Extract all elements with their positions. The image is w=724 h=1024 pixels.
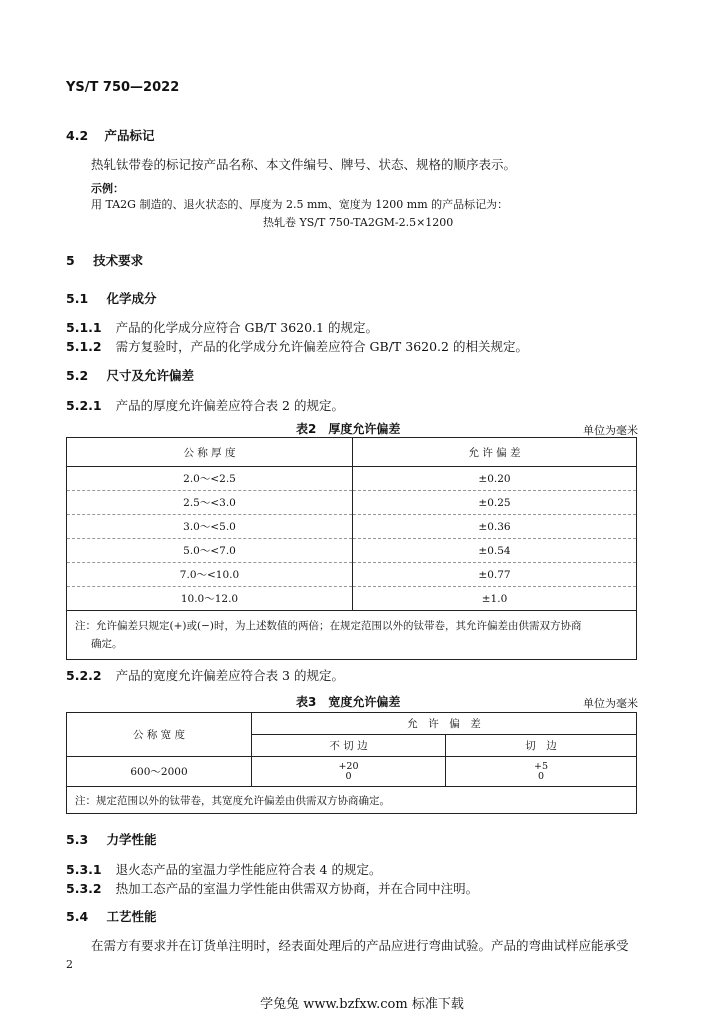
note-line: 注：允许偏差只规定(+)或(−)时，为上述数值的两倍；在规定范围以外的钛带卷，其允许偏差由供需双方协商 [75,620,582,632]
tolerance-lower: 0 [537,770,545,782]
table-note-row [67,787,637,814]
table-note-row [67,611,637,660]
section-title: 化学成分 [106,291,157,306]
table3-note: 注：规定范围以外的钛带卷，其宽度允许偏差由供需双方协商确定。 [67,787,637,814]
table2-unit: 单位为毫米 [583,424,638,437]
table-row [67,757,637,787]
clause-text: 退火态产品的室温力学性能应符合表 4 的规定。 [115,862,382,877]
table-row [67,587,637,611]
section-number: 5.2 [66,368,89,383]
header-cell: 切 边 [446,735,637,757]
note-line: 确定。 [91,638,123,650]
cell [446,757,637,787]
section-title: 技术要求 [93,253,144,268]
clause-text: 产品的化学成分应符合 GB/T 3620.1 的规定。 [115,320,378,335]
clause-5-2-1 [66,396,344,414]
table-row [67,563,637,587]
clause-number: 5.3.2 [66,881,102,896]
cell: 3.0～<5.0 [67,515,353,539]
clause-5-1-1 [66,318,378,336]
table3-unit: 单位为毫米 [583,697,638,710]
table2 [66,437,637,660]
tolerance-upper: +20 [338,760,359,772]
clause-text: 产品的厚度允许偏差应符合表 2 的规定。 [115,398,344,413]
section-4-2-heading [66,126,155,144]
clause-5-1-2 [66,337,528,355]
doc-number: YS/T 750—2022 [66,80,180,95]
section-number: 5.4 [66,909,89,924]
cell: 2.0～<2.5 [67,467,353,491]
cell: 600～2000 [67,757,252,787]
section-number: 5.1 [66,291,89,306]
section-title: 产品标记 [104,128,155,143]
section-5-1-heading [66,289,157,307]
cell: 7.0～<10.0 [67,563,353,587]
clause-5-3-1 [66,860,381,878]
table-header-row [67,438,637,467]
section-5-4-heading [66,907,157,925]
clause-5-2-2 [66,666,344,684]
cell: 5.0～<7.0 [67,539,353,563]
table2-title: 表2 厚度允许偏差 [296,422,401,436]
footer-watermark: 学兔兔 www.bzfxw.com 标准下载 [260,997,464,1012]
example-label: 示例： [91,182,124,195]
header-cell: 不 切 边 [252,735,446,757]
section-title: 力学性能 [106,832,157,847]
table2-note [67,611,637,660]
section-number: 5 [66,253,75,268]
clause-text: 需方复验时，产品的化学成分允许偏差应符合 GB/T 3620.2 的相关规定。 [115,339,528,354]
page-number: 2 [66,958,73,971]
clause-number: 5.1.1 [66,320,102,335]
clause-number: 5.2.2 [66,668,102,683]
cell: 2.5～<3.0 [67,491,353,515]
cell: ±0.20 [353,467,637,491]
section-title: 尺寸及允许偏差 [106,368,195,383]
clause-number: 5.2.1 [66,398,102,413]
paragraph: 在需方有要求并在订货单注明时，经表面处理后的产品应进行弯曲试验。产品的弯曲试样应能承受 [91,938,629,953]
cell: ±0.54 [353,539,637,563]
table-row [67,539,637,563]
cell [252,757,446,787]
tolerance-lower: 0 [345,770,352,782]
section-number: 5.3 [66,832,89,847]
table-row [67,467,637,491]
table3-title: 表3 宽度允许偏差 [296,695,401,709]
clause-5-3-2 [66,879,478,897]
header-cell: 公 称 宽 度 [67,713,252,757]
table-row [67,491,637,515]
tolerance-upper: +5 [533,760,548,772]
cell: ±0.36 [353,515,637,539]
example-mark: 热轧卷 YS/T 750-TA2GM-2.5×1200 [263,216,454,229]
section-number: 4.2 [66,128,89,143]
cell: ±0.25 [353,491,637,515]
table-row [67,515,637,539]
section-5-3-heading [66,830,157,848]
clause-text: 热加工态产品的室温力学性能由供需双方协商，并在合同中注明。 [115,881,479,896]
clause-text: 产品的宽度允许偏差应符合表 3 的规定。 [115,668,344,683]
section-title: 工艺性能 [106,909,157,924]
clause-number: 5.3.1 [66,862,102,877]
table-header-row [67,713,637,735]
cell: ±1.0 [353,587,637,611]
section-5-2-heading [66,366,194,384]
section-5-heading [66,251,143,269]
table3 [66,712,637,814]
header-cell: 公 称 厚 度 [67,438,353,467]
header-cell: 允 许 偏 差 [353,438,637,467]
paragraph: 热轧钛带卷的标记按产品名称、本文件编号、牌号、状态、规格的顺序表示。 [91,157,517,172]
example-text: 用 TA2G 制造的、退火状态的、厚度为 2.5 mm、宽度为 1200 mm 的产品标记为： [91,198,509,211]
clause-number: 5.1.2 [66,339,102,354]
cell: ±0.77 [353,563,637,587]
cell: 10.0～12.0 [67,587,353,611]
header-cell: 允 许 偏 差 [252,713,637,735]
